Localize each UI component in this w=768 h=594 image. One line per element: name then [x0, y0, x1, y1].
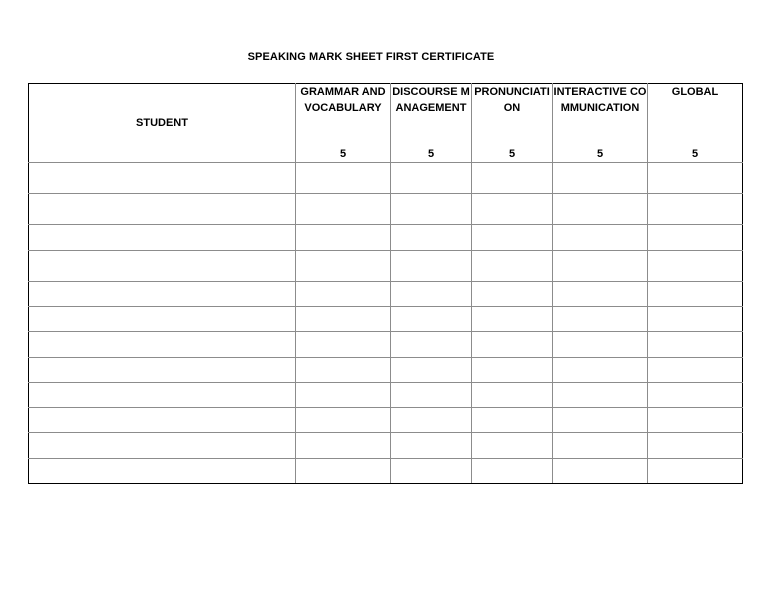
- student-cell[interactable]: [29, 382, 296, 407]
- student-cell[interactable]: [29, 458, 296, 483]
- score-cell[interactable]: [391, 162, 472, 193]
- column-header-global: [648, 84, 743, 163]
- score-cell[interactable]: [391, 332, 472, 357]
- score-cell[interactable]: [553, 458, 648, 483]
- global-label: GLOBAL: [671, 86, 719, 98]
- score-cell[interactable]: [553, 225, 648, 250]
- score-cell[interactable]: [296, 458, 391, 483]
- score-cell[interactable]: [296, 332, 391, 357]
- score-cell[interactable]: [553, 281, 648, 306]
- score-cell[interactable]: [296, 433, 391, 458]
- table-row: [29, 194, 743, 225]
- score-cell[interactable]: [648, 357, 743, 382]
- column-header-interactive: [553, 84, 648, 163]
- student-cell[interactable]: [29, 307, 296, 332]
- score-cell[interactable]: [553, 357, 648, 382]
- score-cell[interactable]: [296, 408, 391, 433]
- score-cell[interactable]: [648, 225, 743, 250]
- score-cell[interactable]: [391, 357, 472, 382]
- score-cell[interactable]: [648, 382, 743, 407]
- grammar-label: GRAMMAR AND VOCABULARY: [300, 86, 386, 114]
- column-header-discourse: [391, 84, 472, 163]
- sheet-title: SPEAKING MARK SHEET FIRST CERTIFICATE: [247, 51, 495, 63]
- table-row: [29, 458, 743, 483]
- discourse-label: DISCOURSE MANAGEMENT: [392, 86, 470, 114]
- score-cell[interactable]: [553, 382, 648, 407]
- score-cell[interactable]: [553, 194, 648, 225]
- score-cell[interactable]: [472, 433, 553, 458]
- score-cell[interactable]: [553, 250, 648, 281]
- score-cell[interactable]: [648, 281, 743, 306]
- score-cell[interactable]: [553, 332, 648, 357]
- score-cell[interactable]: [391, 458, 472, 483]
- score-cell[interactable]: [648, 433, 743, 458]
- score-cell[interactable]: [648, 162, 743, 193]
- score-cell[interactable]: [553, 307, 648, 332]
- score-cell[interactable]: [648, 194, 743, 225]
- table-row: [29, 332, 743, 357]
- score-cell[interactable]: [296, 250, 391, 281]
- score-cell[interactable]: [391, 194, 472, 225]
- discourse-max-score: 5: [427, 147, 435, 160]
- student-cell[interactable]: [29, 281, 296, 306]
- score-cell[interactable]: [472, 162, 553, 193]
- score-cell[interactable]: [296, 281, 391, 306]
- student-column-header: STUDENT: [29, 84, 296, 163]
- score-cell[interactable]: [472, 250, 553, 281]
- score-cell[interactable]: [391, 225, 472, 250]
- interactive-max-score: 5: [596, 147, 604, 160]
- score-cell[interactable]: [648, 332, 743, 357]
- score-cell[interactable]: [472, 408, 553, 433]
- score-cell[interactable]: [391, 408, 472, 433]
- score-cell[interactable]: [553, 433, 648, 458]
- score-cell[interactable]: [472, 332, 553, 357]
- score-cell[interactable]: [472, 458, 553, 483]
- score-cell[interactable]: [648, 458, 743, 483]
- grammar-max-score: 5: [339, 147, 347, 160]
- table-row: [29, 250, 743, 281]
- student-cell[interactable]: [29, 357, 296, 382]
- student-cell[interactable]: [29, 162, 296, 193]
- table-row: [29, 307, 743, 332]
- score-cell[interactable]: [553, 408, 648, 433]
- score-cell[interactable]: [472, 281, 553, 306]
- pronunciation-max-score: 5: [508, 147, 516, 160]
- table-header-row: [29, 84, 743, 163]
- score-cell[interactable]: [472, 357, 553, 382]
- score-cell[interactable]: [296, 382, 391, 407]
- table-row: [29, 433, 743, 458]
- mark-sheet-table: [28, 83, 743, 484]
- score-cell[interactable]: [391, 382, 472, 407]
- column-header-pronunciation: [472, 84, 553, 163]
- global-max-score: 5: [691, 147, 699, 160]
- interactive-label: INTERACTIVE COMMUNICATION: [553, 86, 647, 114]
- score-cell[interactable]: [391, 433, 472, 458]
- score-cell[interactable]: [391, 281, 472, 306]
- student-cell[interactable]: [29, 332, 296, 357]
- table-row: [29, 408, 743, 433]
- score-cell[interactable]: [296, 225, 391, 250]
- score-cell[interactable]: [391, 250, 472, 281]
- score-cell[interactable]: [648, 250, 743, 281]
- score-cell[interactable]: [553, 162, 648, 193]
- pronunciation-label: PRONUNCIATION: [474, 86, 550, 114]
- score-cell[interactable]: [472, 307, 553, 332]
- score-cell[interactable]: [472, 225, 553, 250]
- student-cell[interactable]: [29, 194, 296, 225]
- score-cell[interactable]: [472, 194, 553, 225]
- student-cell[interactable]: [29, 225, 296, 250]
- score-cell[interactable]: [648, 408, 743, 433]
- table-row: [29, 382, 743, 407]
- score-cell[interactable]: [296, 194, 391, 225]
- score-cell[interactable]: [391, 307, 472, 332]
- student-cell[interactable]: [29, 433, 296, 458]
- table-row: [29, 357, 743, 382]
- student-cell[interactable]: [29, 250, 296, 281]
- score-cell[interactable]: [296, 162, 391, 193]
- table-row: [29, 225, 743, 250]
- student-cell[interactable]: [29, 408, 296, 433]
- column-header-grammar: [296, 84, 391, 163]
- score-cell[interactable]: [296, 357, 391, 382]
- table-row: [29, 281, 743, 306]
- score-cell[interactable]: [648, 307, 743, 332]
- score-cell[interactable]: [472, 382, 553, 407]
- table-row: [29, 162, 743, 193]
- score-cell[interactable]: [296, 307, 391, 332]
